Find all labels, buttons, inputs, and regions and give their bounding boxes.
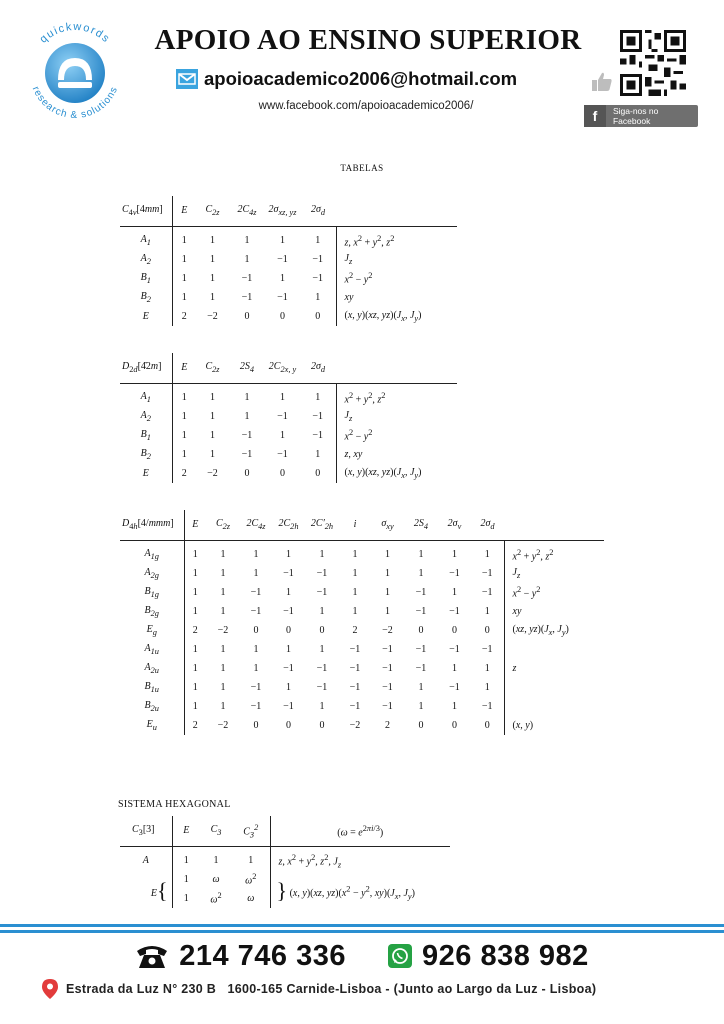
table-row: A 1 1 1 z, $x^2 + y^2$, $z^2$, $J_z$: [120, 846, 450, 870]
table-header-class: $2S_4$: [404, 510, 438, 540]
table-header-class: E: [172, 196, 196, 226]
table-row: $A_2$ 1 1 1 −1 −1 $J_z$: [120, 407, 457, 426]
table-header-class: $C_{2z}$: [196, 353, 229, 383]
phone-mobile[interactable]: 926 838 982: [422, 939, 589, 972]
whatsapp-icon: [388, 944, 412, 968]
table-row: E{ 1 ω $\omega^2$ } (x, y)(xz, $yz)(x^2 - y^2$, $xy)(J_x$, $J_y$): [120, 870, 450, 889]
table-row: 1 $\omega^2$ ω: [120, 889, 450, 908]
table-row: $A_{1u}$ 1 1 1 1 1 −1 −1 −1 −1 −1: [120, 640, 604, 659]
mail-icon: [176, 69, 198, 89]
thumbs-up-icon: [590, 70, 614, 94]
character-table-d4h: [120, 510, 604, 735]
character-table-c4v: [120, 196, 457, 326]
table-header-class: $2\sigma_d$: [300, 353, 336, 383]
email-row[interactable]: [176, 66, 517, 92]
table-header-class: $2\sigma_v$: [438, 510, 471, 540]
table-header-class: $2S_4$: [229, 353, 265, 383]
table-header-class: $2C'_{2h}$: [305, 510, 339, 540]
table-row: $B_{2u}$ 1 1 −1 −1 1 −1 −1 1 1 −1: [120, 697, 604, 716]
table-row: $B_1$ 1 1 −1 1 −1 $x^2 - y^2$: [120, 269, 457, 288]
table-header-group: $D_{2d}[4̄2m]$: [120, 353, 172, 383]
table-row: $A_{2g}$ 1 1 1 −1 −1 1 1 1 −1 −1 $J_z$: [120, 564, 604, 583]
table-row: $A_2$ 1 1 1 −1 −1 $J_z$: [120, 250, 457, 269]
hexagonal-system-title: SISTEMA HEXAGONAL: [118, 799, 231, 810]
phone-row: [0, 936, 724, 976]
header-title: APOIO AO ENSINO SUPERIOR: [154, 24, 582, 56]
table-header-basis: [336, 353, 457, 383]
table-header-class: $C_3$: [200, 816, 232, 846]
table-row: $A_{1g}$ 1 1 1 1 1 1 1 1 1 1 $x^2 + y^2$, $z^2$: [120, 540, 604, 564]
footer-divider: [0, 924, 724, 927]
table-row: $B_2$ 1 1 −1 −1 1 z, xy: [120, 445, 457, 464]
table-row: E 2 −2 0 0 0 (x, y)(xz, $yz)(J_x$, $J_y$): [120, 307, 457, 326]
table-header-class: $2\sigma_d$: [300, 196, 336, 226]
table-header-omega: $(\omega = e^{2\pi i/3})$: [270, 816, 450, 846]
table-header-class: $2C_{2x, y}$: [265, 353, 300, 383]
table-row: $B_2$ 1 1 −1 −1 1 xy: [120, 288, 457, 307]
table-header-group: $C_{4v}[4mm]$: [120, 196, 172, 226]
table-header-class: $\sigma_{xy}$: [371, 510, 404, 540]
table-row: $B_{1g}$ 1 1 −1 1 −1 1 1 −1 1 −1 $x^2 - y^2$: [120, 583, 604, 602]
table-header-class: E: [184, 510, 206, 540]
table-header-class: $2C_{4z}$: [240, 510, 272, 540]
table-header-class: E: [172, 816, 200, 846]
table-row: $A_{2u}$ 1 1 1 −1 −1 −1 −1 −1 1 1 z: [120, 659, 604, 678]
table-row: $A_1$ 1 1 1 1 1 z, $x^2 + y^2$, $z^2$: [120, 226, 457, 250]
table-row: $A_1$ 1 1 1 1 1 $x^2 + y^2$, $z^2$: [120, 383, 457, 407]
table-row: $B_{1u}$ 1 1 −1 1 −1 −1 −1 1 −1 1: [120, 678, 604, 697]
contact-email[interactable]: apoioacademico2006@hotmail.com: [204, 68, 518, 89]
table-header-class: $C_3^2$: [232, 816, 270, 846]
tables-title: TABELAS: [340, 163, 384, 173]
table-header-class: $2C_{2h}$: [272, 510, 305, 540]
facebook-follow-button[interactable]: [584, 105, 698, 127]
table-header-class: $C_{2z}$: [206, 510, 240, 540]
footer-divider: [0, 930, 724, 933]
address-text: Estrada da Luz N° 230 B 1600-165 Carnide-Lisboa - (Junto ao Largo da Luz - Lisboa): [66, 982, 597, 996]
table-header-group: $C_3[3]$: [120, 816, 172, 846]
table-header-class: E: [172, 353, 196, 383]
phone-landline[interactable]: 214 746 336: [179, 939, 346, 972]
table-header-class: $2C_{4z}$: [229, 196, 265, 226]
table-row: $E_u$ 2 −2 0 0 0 −2 2 0 0 0 (x, y): [120, 716, 604, 735]
table-header-class: $2\sigma_d$: [471, 510, 504, 540]
table-header-class: i: [339, 510, 371, 540]
table-row: $E_g$ 2 −2 0 0 0 2 −2 0 0 0 (xz, $yz)(J_x$, $J_y$): [120, 621, 604, 640]
svg-text:quickwords: quickwords: [37, 20, 113, 46]
facebook-icon: f: [584, 105, 606, 127]
table-row: $B_1$ 1 1 −1 1 −1 $x^2 - y^2$: [120, 426, 457, 445]
table-row: $B_{2g}$ 1 1 −1 −1 1 1 1 −1 −1 1 xy: [120, 602, 604, 621]
table-header-class: $2\sigma_{xz, yz}$: [265, 196, 300, 226]
location-pin-icon: [42, 979, 58, 999]
character-table-d2d: [120, 353, 457, 483]
table-header-class: $C_{2z}$: [196, 196, 229, 226]
table-header-group: $D_{4h}[4/mmm]$: [120, 510, 184, 540]
facebook-follow-label: Siga-nos no Facebook: [612, 106, 659, 126]
table-row: E 2 −2 0 0 0 (x, y)(xz, $yz)(J_x$, $J_y$): [120, 464, 457, 483]
telephone-icon: [135, 941, 169, 971]
quickwords-logo: [14, 12, 136, 134]
qr-code-icon: [620, 30, 686, 96]
svg-text:research & solutions: research & solutions: [29, 84, 121, 122]
facebook-url[interactable]: www.facebook.com/apoioacademico2006/: [258, 100, 474, 112]
character-table-c3: [120, 816, 450, 908]
address-row: [42, 978, 596, 1000]
table-header-basis: [336, 196, 457, 226]
table-header-basis: [504, 510, 604, 540]
